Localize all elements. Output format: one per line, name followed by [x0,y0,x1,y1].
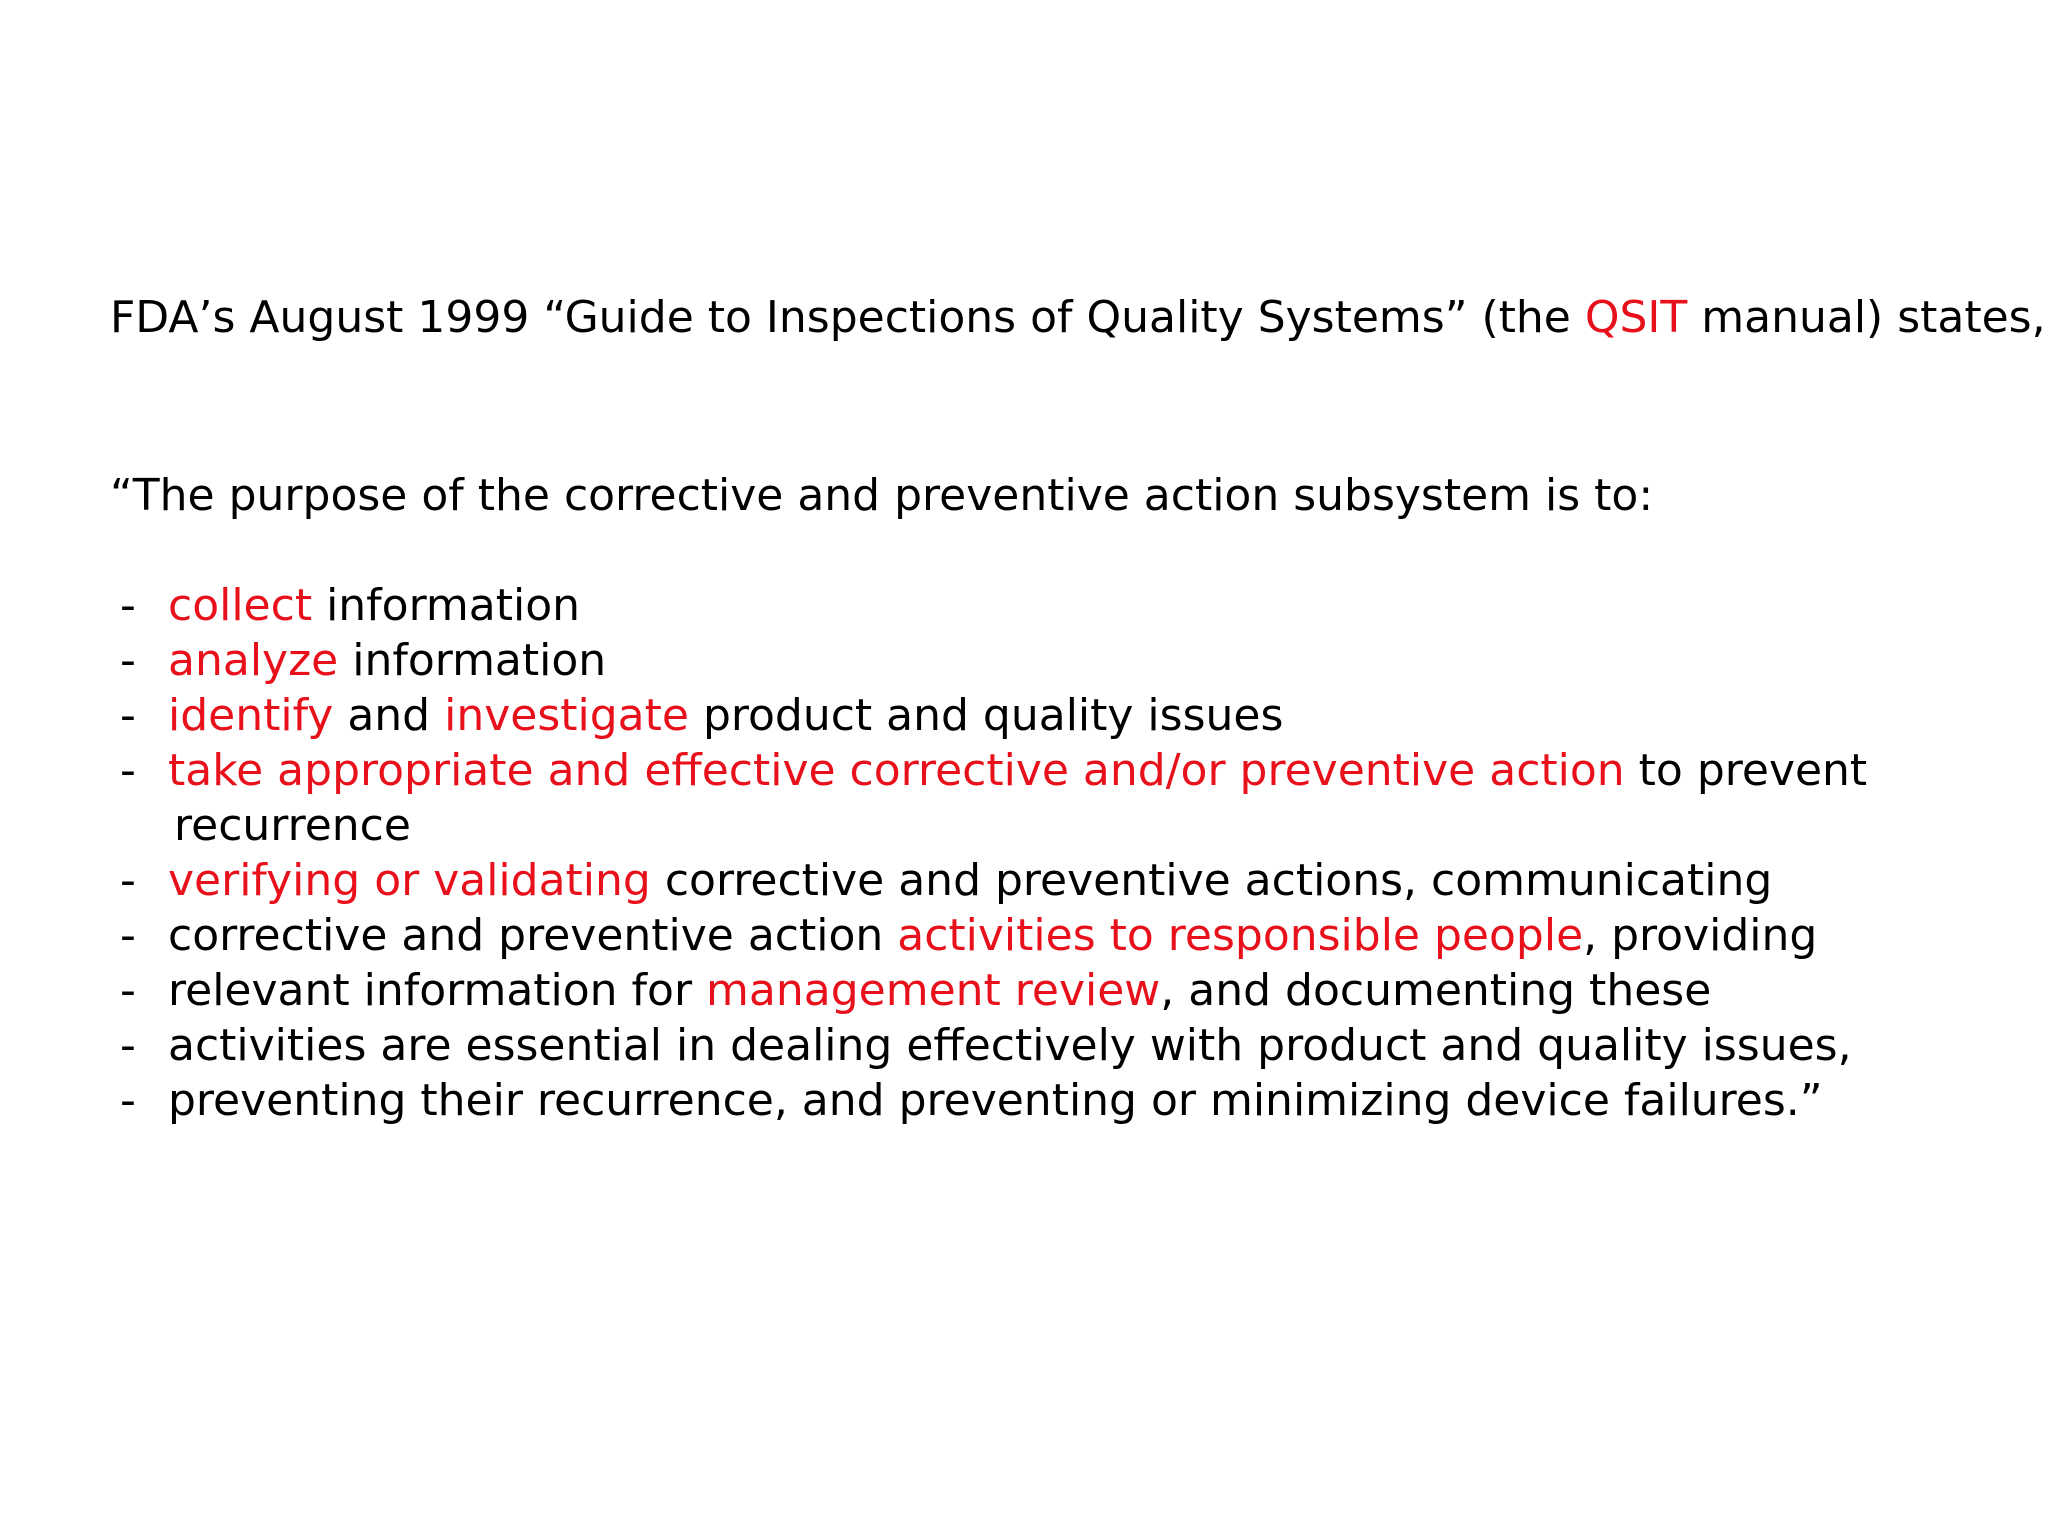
bullet-highlight: investigate [444,690,689,741]
bullet-identify [120,688,2020,743]
bullet-text: corrective and preventive actions, communicating [650,855,1773,906]
bullet-text: , providing [1583,910,1818,961]
bullet-collect [120,578,2020,633]
bullet-dash: - [120,580,136,631]
bullet-highlight: identify [168,690,334,741]
bullet-highlight: management review [706,965,1161,1016]
bullet-dash: - [120,690,136,741]
bullet-take-action [120,743,2020,853]
bullet-text: preventing their recurrence, and preventing or minimizing device failures.” [168,1075,1823,1126]
bullet-highlight: analyze [168,635,339,686]
bullet-highlight: collect [168,580,313,631]
bullet-dash: - [120,635,136,686]
purpose-statement: “The purpose of the corrective and preventive action subsystem is to: [110,470,1654,521]
bullet-management-review [120,963,2020,1018]
bullet-activities [120,908,2020,963]
bullet-dash: - [120,855,136,906]
bullet-analyze [120,633,2020,688]
bullet-text: and [333,690,445,741]
bullet-text: relevant information for [168,965,707,1016]
bullet-text: , and documenting these [1160,965,1712,1016]
bullet-highlight: verifying or validating [168,855,651,906]
bullet-highlight: take appropriate and effective corrective and/or preventive action [168,745,1625,796]
bullet-text: product and quality issues [688,690,1284,741]
bullet-text: activities are essential in dealing effectively with product and quality issues, [168,1020,1852,1071]
bullet-dash: - [120,1020,136,1071]
bullet-text: corrective and preventive action [168,910,898,961]
bullet-text: information [312,580,581,631]
intro-text-start: FDA’s August 1999 “Guide to Inspections of Quality Systems” (the [110,292,1585,343]
bullet-text: to prevent [1624,745,1868,796]
qsit-highlight: QSIT [1584,292,1688,343]
bullet-text: information [338,635,607,686]
bullet-dash: - [120,965,136,1016]
bullet-preventing [120,1073,2020,1128]
bullet-dash: - [120,1075,136,1126]
bullet-verifying [120,853,2020,908]
bullet-highlight: activities to responsible people [897,910,1584,961]
bullet-dash: - [120,745,136,796]
bullet-dash: - [120,910,136,961]
intro-text-end: manual) states, [1687,292,2046,343]
bullet-essential [120,1018,2020,1073]
bullet-continuation: recurrence [174,800,411,851]
bullet-list [120,578,2020,1128]
intro-statement [110,288,2046,348]
